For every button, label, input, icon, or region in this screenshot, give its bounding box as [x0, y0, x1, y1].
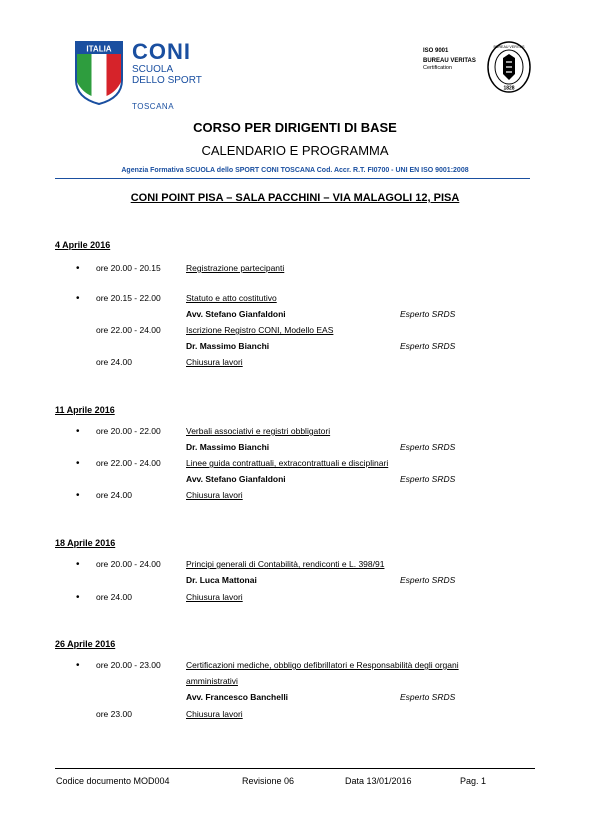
logo-brand: CONI: [132, 39, 191, 64]
session-time: ore 24.00: [96, 490, 132, 500]
seal-text: BUREAU VERITAS: [493, 45, 525, 49]
session-topic: Certificazioni mediche, obbligo defibrillatori e Responsabilità degli organi: [186, 660, 459, 670]
session-topic: Chiusura lavori: [186, 709, 243, 719]
footer-revision: Revisione 06: [242, 776, 295, 786]
session-time: ore 20.00 - 22.00: [96, 426, 161, 436]
bullet-icon: •: [76, 263, 80, 274]
session-role: Esperto SRDS: [400, 309, 456, 319]
session-time: ore 20.00 - 24.00: [96, 559, 161, 569]
iso-body: BUREAU VERITAS: [423, 58, 476, 64]
session-speaker: Dr. Luca Mattonai: [186, 575, 257, 585]
session-speaker: Avv. Stefano Gianfaldoni: [186, 474, 286, 484]
bullet-icon: •: [76, 490, 80, 501]
agency-line: Agenzia Formativa SCUOLA dello SPORT CONI TOSCANA Cod. Accr. R.T. FI0700 - UNI EN ISO 9001:2008: [121, 167, 469, 174]
session-topic: Principi generali di Contabilità, rendiconti e L. 398/91: [186, 559, 385, 569]
logo-sub-line2: DELLO SPORT: [132, 75, 202, 86]
session-time: ore 23.00: [96, 709, 132, 719]
iso-number: ISO 9001: [423, 48, 449, 54]
logo-subtitle: [132, 64, 202, 86]
session-role: Esperto SRDS: [400, 474, 456, 484]
bullet-icon: •: [76, 559, 80, 570]
session-role: Esperto SRDS: [400, 692, 456, 702]
session-time: ore 24.00: [96, 357, 132, 367]
session-speaker: Dr. Massimo Bianchi: [186, 442, 270, 452]
session-topic: Iscrizione Registro CONI, Modello EAS: [186, 325, 334, 335]
session-time: ore 22.00 - 24.00: [96, 325, 161, 335]
venue-heading: CONI POINT PISA – SALA PACCHINI – VIA MALAGOLI 12, PISA: [130, 192, 460, 204]
agency-divider: [55, 178, 530, 179]
bullet-icon: •: [76, 426, 80, 437]
bullet-icon: •: [76, 592, 80, 603]
logo-flag-text: ITALIA: [86, 44, 112, 54]
italia-shield-icon: [74, 40, 124, 106]
session-role: Esperto SRDS: [400, 575, 456, 585]
day-date: 26 Aprile 2016: [55, 639, 116, 649]
session-topic: Linee guida contrattuali, extracontrattuali e disciplinari: [186, 458, 389, 468]
session-speaker: Avv. Stefano Gianfaldoni: [186, 309, 286, 319]
bullet-icon: •: [76, 293, 80, 304]
session-topic: Chiusura lavori: [186, 490, 243, 500]
session-speaker: Dr. Massimo Bianchi: [186, 341, 270, 351]
session-role: Esperto SRDS: [400, 341, 456, 351]
session-time: ore 20.00 - 23.00: [96, 660, 161, 670]
seal-year: 1828: [503, 85, 515, 92]
session-topic: Chiusura lavori: [186, 357, 243, 367]
iso-certification: [423, 48, 485, 88]
bureau-veritas-seal-icon: [486, 40, 532, 94]
session-topic: Statuto e atto costitutivo: [186, 293, 277, 303]
day-date: 4 Aprile 2016: [55, 240, 111, 250]
page-subtitle: CALENDARIO E PROGRAMMA: [201, 143, 389, 158]
day-date: 18 Aprile 2016: [55, 538, 116, 548]
footer-page: Pag. 1: [460, 776, 487, 786]
session-time: ore 20.00 - 20.15: [96, 263, 161, 273]
session-topic: Verbali associativi e registri obbligatori: [186, 426, 331, 436]
day-date: 11 Aprile 2016: [55, 405, 115, 415]
session-topic: Registrazione partecipanti: [186, 263, 285, 273]
footer-date: Data 13/01/2016: [345, 776, 412, 786]
coni-logo: [74, 40, 214, 116]
iso-cert: Certification: [423, 65, 453, 71]
footer-divider: [55, 768, 535, 769]
logo-region: TOSCANA: [132, 102, 175, 111]
footer-document-code: Codice documento MOD004: [56, 776, 170, 786]
page-title: CORSO PER DIRIGENTI DI BASE: [193, 120, 397, 135]
bullet-icon: •: [76, 660, 80, 671]
session-time: ore 20.15 - 22.00: [96, 293, 161, 303]
logo-sub-line1: SCUOLA: [132, 64, 174, 75]
session-role: Esperto SRDS: [400, 442, 456, 452]
session-time: ore 22.00 - 24.00: [96, 458, 161, 468]
session-speaker: Avv. Francesco Banchelli: [186, 692, 289, 702]
session-time: ore 24.00: [96, 592, 132, 602]
bullet-icon: •: [76, 458, 80, 469]
session-topic: Chiusura lavori: [186, 592, 243, 602]
session-topic-continued: amministrativi: [186, 676, 238, 686]
